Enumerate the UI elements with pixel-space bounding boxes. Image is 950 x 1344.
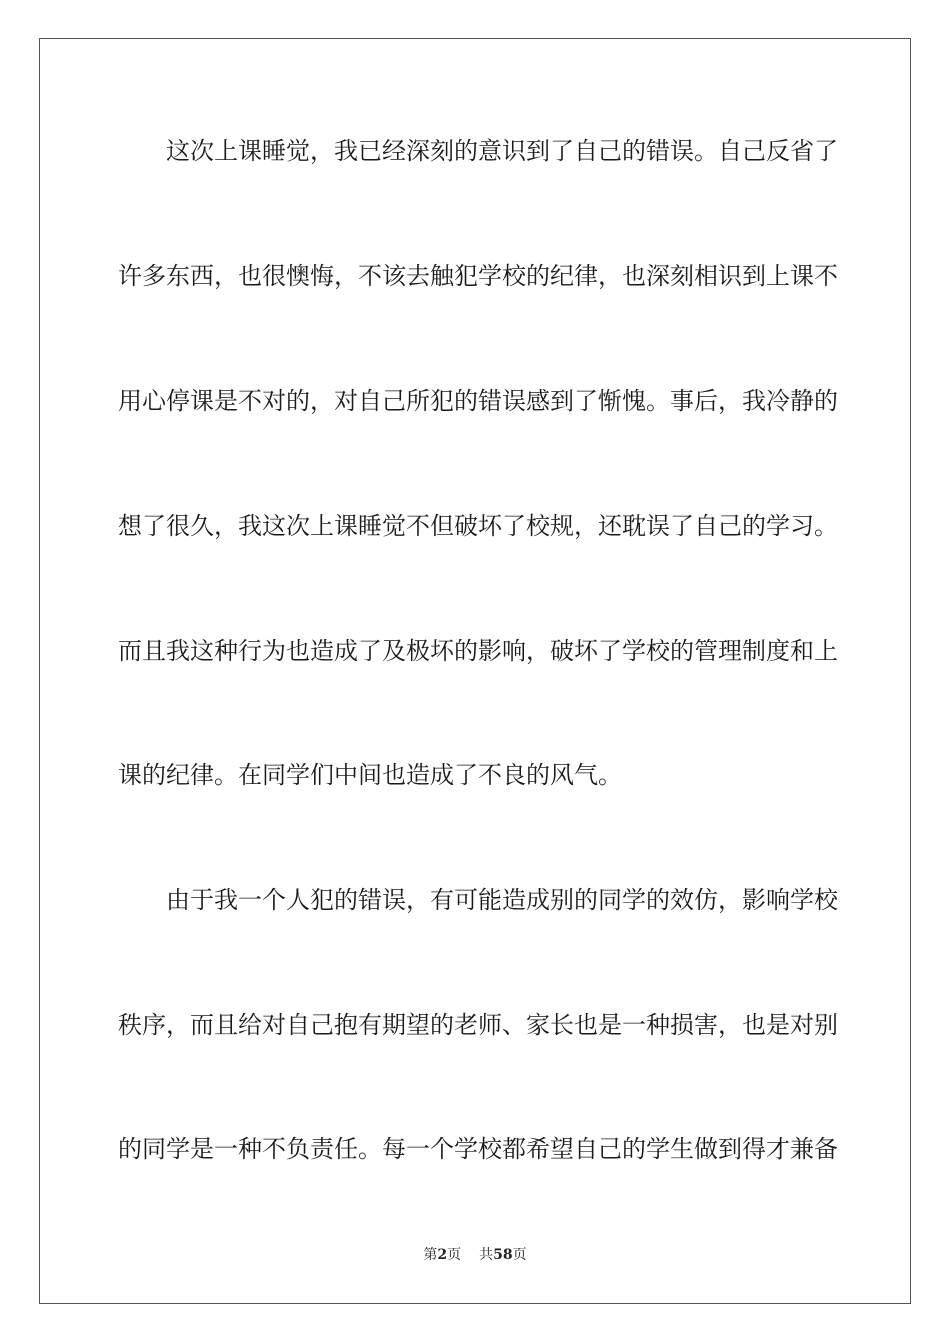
total-prefix: 共 xyxy=(479,1247,494,1263)
paragraph-1-line-2: 许多东西，也很懊悔，不该去触犯学校的纪律，也深刻相识到上课不 xyxy=(118,262,838,290)
paragraph-1-line-5: 而且我这种行为也造成了及极坏的影响，破坏了学校的管理制度和上 xyxy=(118,637,838,665)
page-suffix: 页 xyxy=(447,1247,462,1263)
paragraph-2-line-1: 由于我一个人犯的错误，有可能造成别的同学的效仿，影响学校 xyxy=(166,886,838,914)
total-suffix: 页 xyxy=(512,1247,527,1263)
total-pages: 58 xyxy=(493,1247,513,1263)
page-number: 2 xyxy=(437,1247,448,1263)
paragraph-1-line-3: 用心停课是不对的，对自己所犯的错误感到了惭愧。事后，我冷静的 xyxy=(118,387,838,415)
paragraph-1-line-6: 课的纪律。在同学们中间也造成了不良的风气。 xyxy=(118,761,622,789)
paragraph-1-line-4: 想了很久，我这次上课睡觉不但破坏了校规，还耽误了自己的学习。 xyxy=(118,512,838,540)
page-border xyxy=(39,38,911,1304)
page-prefix: 第 xyxy=(423,1247,438,1263)
paragraph-2-line-3: 的同学是一种不负责任。每一个学校都希望自己的学生做到得才兼备 xyxy=(118,1135,838,1163)
paragraph-2-line-2: 秩序，而且给对自己抱有期望的老师、家长也是一种损害，也是对别 xyxy=(118,1011,838,1039)
page-footer xyxy=(0,1245,950,1265)
paragraph-1-line-1: 这次上课睡觉，我已经深刻的意识到了自己的错误。自己反省了 xyxy=(166,137,838,165)
